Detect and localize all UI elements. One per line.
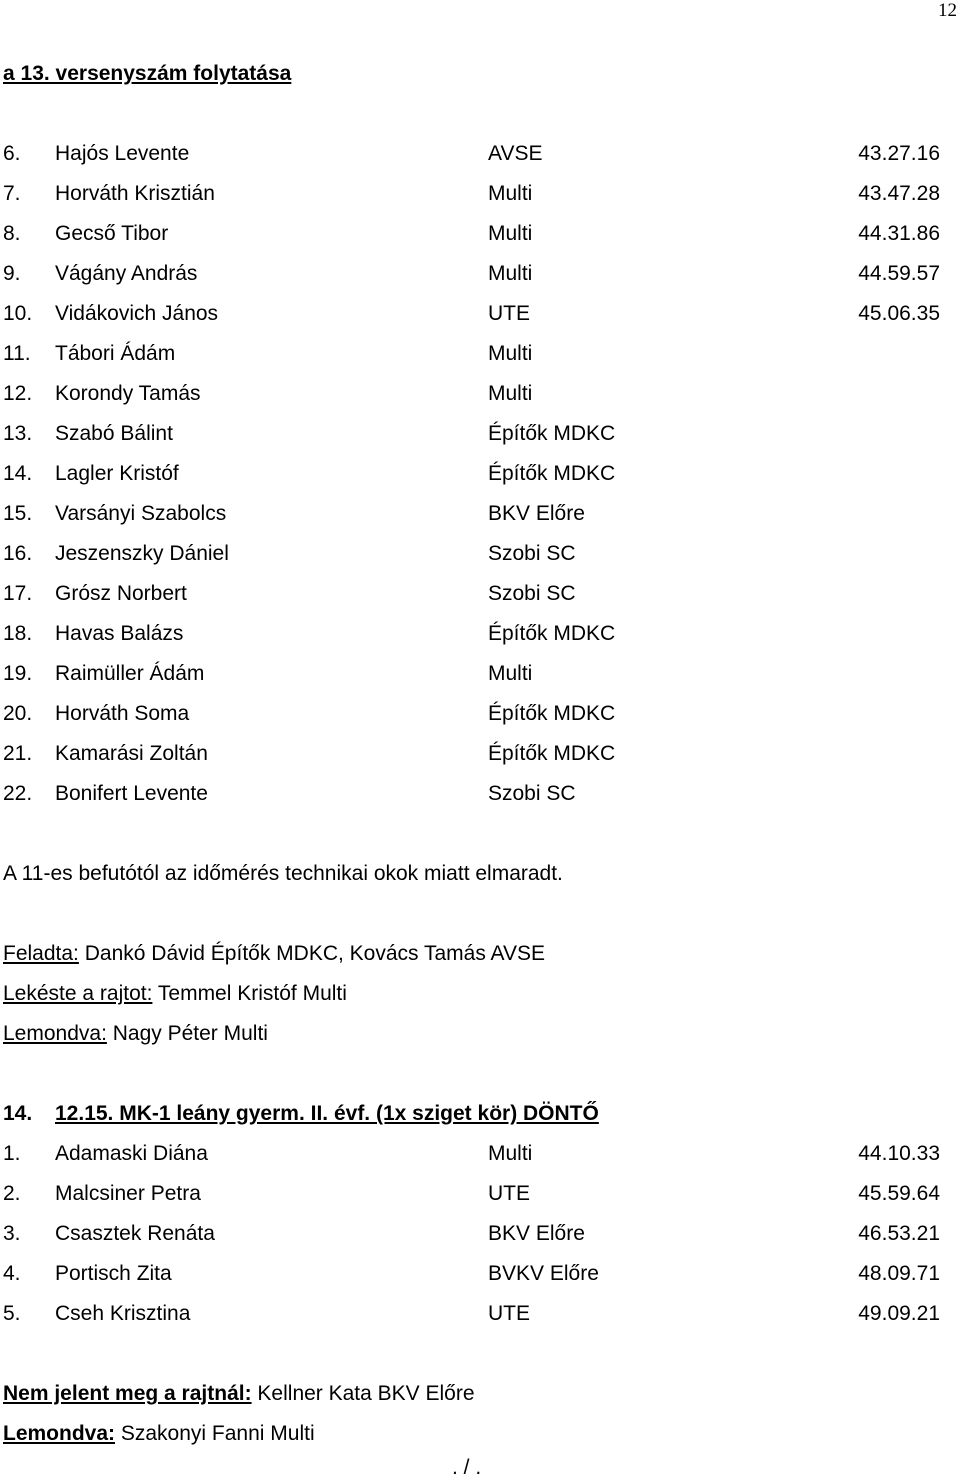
result-row	[0, 502, 960, 542]
result-club: Multi	[488, 1142, 533, 1165]
result-rank: 15.	[3, 502, 33, 525]
result-name: Havas Balázs	[55, 622, 184, 645]
result-row	[0, 662, 960, 702]
continuation-title: a 13. versenyszám folytatása	[3, 62, 292, 85]
result-row	[0, 1302, 960, 1342]
result-name: Szabó Bálint	[55, 422, 173, 445]
result-row	[0, 382, 960, 422]
lekeste-label: Lekéste a rajtot:	[3, 982, 153, 1005]
result-rank: 8.	[3, 222, 21, 245]
result-time: 44.59.57	[858, 262, 940, 285]
result-rank: 3.	[3, 1222, 21, 1245]
result-rank: 10.	[3, 302, 33, 325]
result-name: Adamaski Diána	[55, 1142, 208, 1165]
result-club: Multi	[488, 342, 533, 365]
result-rank: 5.	[3, 1302, 21, 1325]
result-row	[0, 702, 960, 742]
result-club: Multi	[488, 222, 533, 245]
result-club: BKV Előre	[488, 502, 585, 525]
result-name: Kamarási Zoltán	[55, 742, 208, 765]
lemondva-line-b	[3, 1422, 315, 1446]
result-row	[0, 222, 960, 262]
result-row	[0, 542, 960, 582]
result-rank: 16.	[3, 542, 33, 565]
result-name: Hajós Levente	[55, 142, 190, 165]
result-time: 43.47.28	[858, 182, 940, 205]
result-name: Vágány András	[55, 262, 198, 285]
result-time: 46.53.21	[858, 1222, 940, 1245]
result-time: 44.31.86	[858, 222, 940, 245]
result-row	[0, 302, 960, 342]
nem-jelent-line	[3, 1382, 475, 1406]
page-number: 12	[938, 0, 957, 21]
result-rank: 19.	[3, 662, 33, 685]
result-row	[0, 182, 960, 222]
result-rank: 18.	[3, 622, 33, 645]
result-club: Szobi SC	[488, 782, 576, 805]
lekeste-line	[3, 982, 347, 1006]
result-club: Multi	[488, 182, 533, 205]
result-club: Építők MDKC	[488, 622, 616, 645]
result-row	[0, 462, 960, 502]
feladta-text: Dankó Dávid Építők MDKC, Kovács Tamás AVSE	[84, 942, 545, 965]
result-row	[0, 422, 960, 462]
result-name: Cseh Krisztina	[55, 1302, 191, 1325]
result-club: Multi	[488, 382, 533, 405]
result-club: BVKV Előre	[488, 1262, 599, 1285]
result-row	[0, 622, 960, 662]
lemondva-label-a: Lemondva:	[3, 1022, 107, 1045]
result-name: Malcsiner Petra	[55, 1182, 201, 1205]
result-row	[0, 582, 960, 622]
result-club: Multi	[488, 262, 533, 285]
result-name: Vidákovich János	[55, 302, 219, 325]
timing-note: A 11-es befutótól az időmérés technikai okok miatt elmaradt.	[3, 862, 563, 885]
result-club: Építők MDKC	[488, 702, 616, 725]
result-name: Portisch Zita	[55, 1262, 172, 1285]
result-club: Építők MDKC	[488, 422, 616, 445]
feladta-label: Feladta:	[3, 942, 79, 965]
lemondva-line-a	[3, 1022, 268, 1046]
lemondva-text-a: Nagy Péter Multi	[112, 1022, 268, 1045]
event-number: 14.	[3, 1102, 33, 1125]
result-club: Szobi SC	[488, 542, 576, 565]
result-row	[0, 1262, 960, 1302]
lemondva-text-b: Szakonyi Fanni Multi	[120, 1422, 315, 1445]
result-club: UTE	[488, 302, 530, 325]
result-club: UTE	[488, 1302, 530, 1325]
results-table-a	[0, 142, 960, 822]
lekeste-text: Temmel Kristóf Multi	[157, 982, 347, 1005]
result-club: BKV Előre	[488, 1222, 585, 1245]
result-rank: 14.	[3, 462, 33, 485]
nem-jelent-text: Kellner Kata BKV Előre	[257, 1382, 475, 1405]
result-club: UTE	[488, 1182, 530, 1205]
result-name: Csasztek Renáta	[55, 1222, 215, 1245]
result-row	[0, 782, 960, 822]
result-row	[0, 1222, 960, 1262]
feladta-line	[3, 942, 545, 966]
result-club: Építők MDKC	[488, 742, 616, 765]
result-name: Varsányi Szabolcs	[55, 502, 227, 525]
result-row	[0, 142, 960, 182]
result-name: Lagler Kristóf	[55, 462, 179, 485]
nem-jelent-label: Nem jelent meg a rajtnál:	[3, 1382, 252, 1405]
result-club: Építők MDKC	[488, 462, 616, 485]
result-name: Gecső Tibor	[55, 222, 169, 245]
result-time: 45.59.64	[858, 1182, 940, 1205]
result-name: Korondy Tamás	[55, 382, 201, 405]
result-time: 48.09.71	[858, 1262, 940, 1285]
result-rank: 20.	[3, 702, 33, 725]
result-club: Szobi SC	[488, 582, 576, 605]
result-club: AVSE	[488, 142, 543, 165]
result-row	[0, 262, 960, 302]
results-table-b	[0, 1142, 960, 1342]
result-rank: 4.	[3, 1262, 21, 1285]
result-rank: 6.	[3, 142, 21, 165]
result-rank: 17.	[3, 582, 33, 605]
result-name: Jeszenszky Dániel	[55, 542, 229, 565]
result-rank: 11.	[3, 342, 31, 365]
result-rank: 7.	[3, 182, 21, 205]
result-rank: 21.	[3, 742, 33, 765]
result-row	[0, 342, 960, 382]
result-row	[0, 742, 960, 782]
result-rank: 12.	[3, 382, 33, 405]
result-time: 49.09.21	[858, 1302, 940, 1325]
result-name: Raimüller Ádám	[55, 662, 205, 685]
result-club: Multi	[488, 662, 533, 685]
result-time: 44.10.33	[858, 1142, 940, 1165]
result-row	[0, 1142, 960, 1182]
result-rank: 1.	[3, 1142, 21, 1165]
result-name: Tábori Ádám	[55, 342, 176, 365]
event-title: 12.15. MK-1 leány gyerm. II. évf. (1x sziget kör) DÖNTŐ	[55, 1102, 599, 1125]
result-name: Grósz Norbert	[55, 582, 187, 605]
result-rank: 13.	[3, 422, 33, 445]
result-name: Bonifert Levente	[55, 782, 208, 805]
result-name: Horváth Soma	[55, 702, 190, 725]
lemondva-label-b: Lemondva:	[3, 1422, 116, 1445]
result-rank: 9.	[3, 262, 21, 285]
result-rank: 22.	[3, 782, 33, 805]
result-name: Horváth Krisztián	[55, 182, 215, 205]
result-rank: 2.	[3, 1182, 21, 1205]
result-time: 45.06.35	[858, 302, 940, 325]
result-row	[0, 1182, 960, 1222]
result-time: 43.27.16	[858, 142, 940, 165]
continuation-mark: . / .	[452, 1456, 482, 1479]
